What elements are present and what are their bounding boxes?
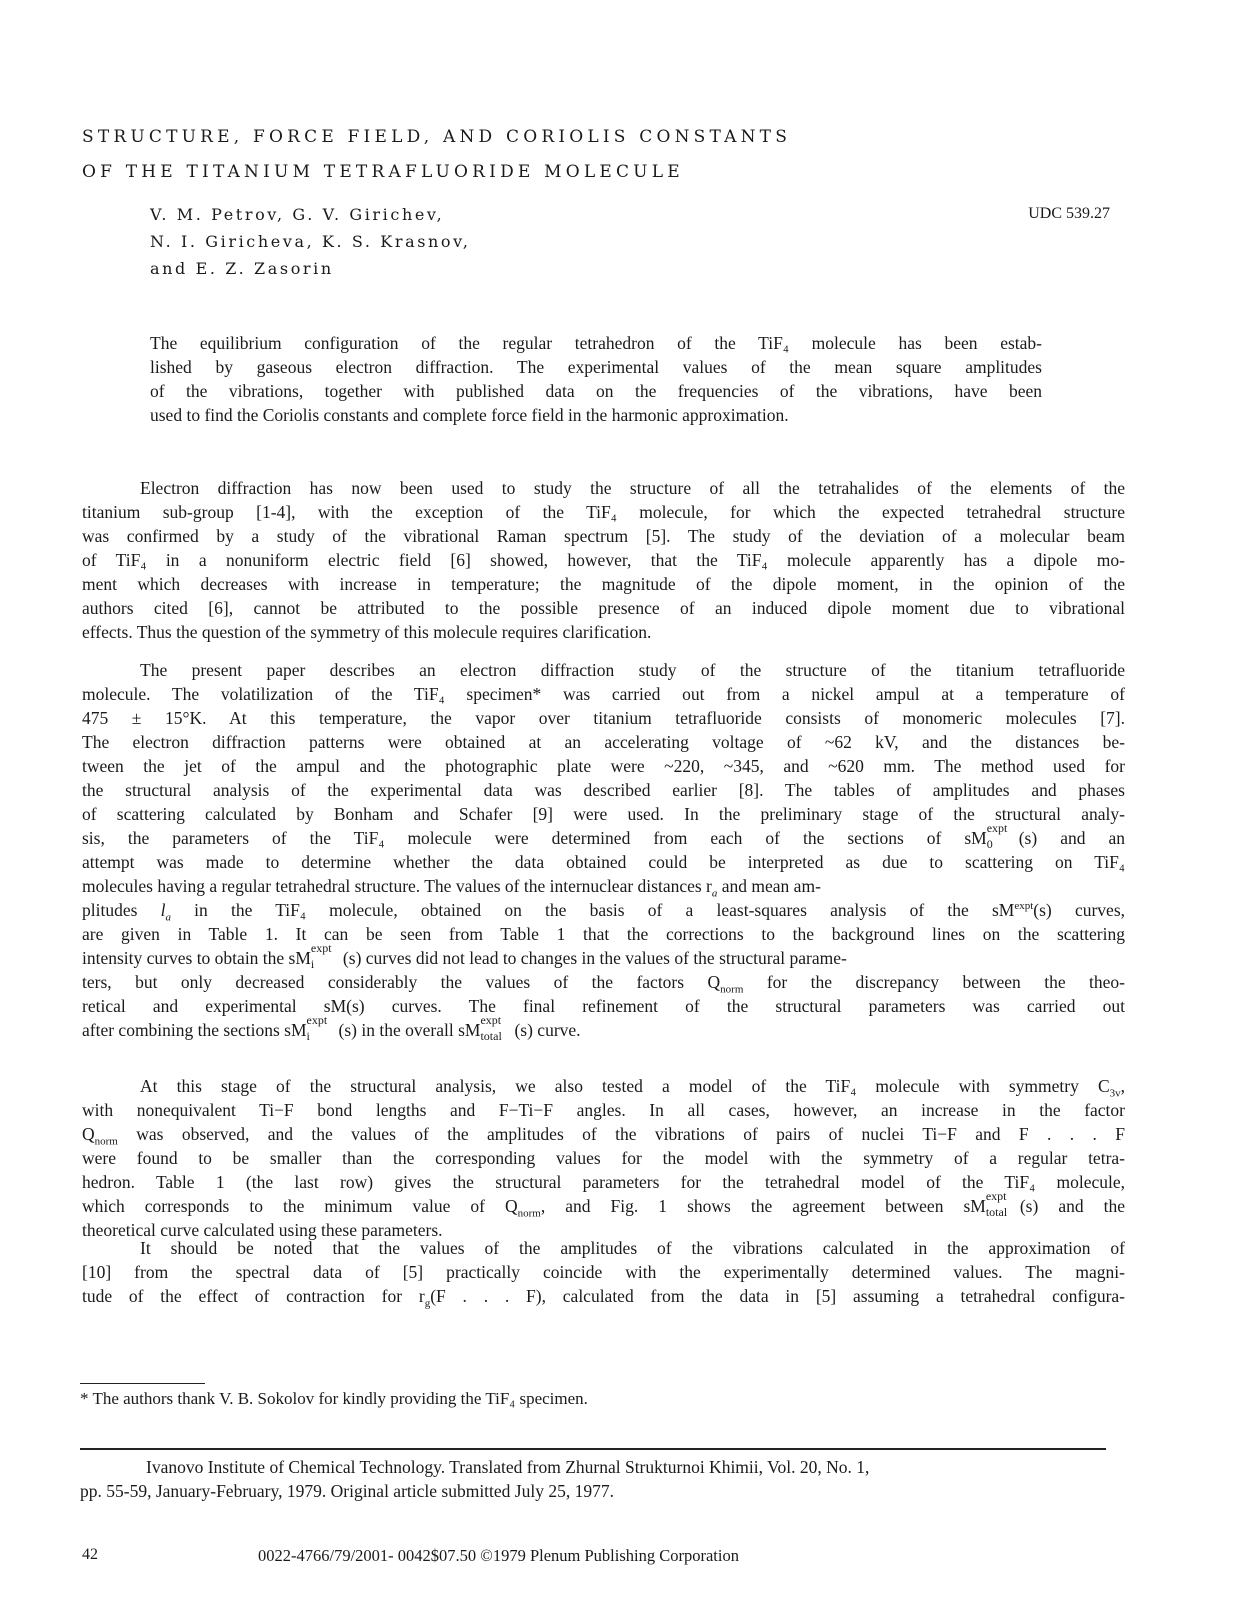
body-line: [10] from the spectral data of [5] practically coincide with the experimentally determined values. The magni- [82,1262,1125,1282]
text: and mean am- [717,876,821,896]
text: plitudes [82,900,161,920]
text: (s) curves did not lead to changes in the values of the structural parame- [342,948,847,968]
body-line [82,1189,1125,1220]
body-line: with nonequivalent Ti−F bond lengths and F−Ti−F angles. In all cases, however, an increase in the factor [82,1100,1125,1120]
body-line [82,1013,1125,1043]
authors-line-3: and E. Z. Zasorin [150,259,334,278]
subscript: total [480,1029,502,1043]
paragraph-1 [82,476,1125,644]
paragraph-4 [82,1236,1125,1308]
body-line [82,970,1125,994]
superscript: expt [1014,900,1034,913]
body-line: the structural analysis of the experimental data was described earlier [8]. The tables of amplitudes and phases [82,780,1125,800]
body-line: The present paper describes an electron diffraction study of the structure of the titanium tetrafluoride [140,660,1125,680]
affiliation-line: pp. 55-59, January-February, 1979. Original article submitted July 25, 1977. [80,1481,614,1501]
superscript-subscript [986,821,1019,851]
text: intensity curves to obtain the sM [82,948,311,968]
abstract-line: lished by gaseous electron diffraction. The experimental values of the mean square amplitudes [150,357,1042,377]
body-line: were found to be smaller than the corresponding values for the model with the symmetry of a regular tetra- [82,1148,1125,1168]
text: molecules having a regular tetrahedral structure. The values of the internuclear distances r [82,876,712,896]
body-line: Electron diffraction has now been used to study the structure of all the tetrahalides of the elements of the [140,478,1125,498]
superscript-subscript [985,1189,1020,1219]
body-line: effects. Thus the question of the symmetry of this molecule requires clarification. [82,622,652,642]
footnote: * The authors thank V. B. Sokolov for kindly providing the TiF₄ specimen. [80,1389,588,1408]
text: was observed, and the values of the amplitudes of the vibrations of pairs of nuclei Ti−F and F . . . F [117,1124,1125,1144]
paragraph-3 [82,1074,1125,1242]
body-line [82,1074,1125,1098]
body-line: It should be noted that the values of the amplitudes of the vibrations calculated in the approximation of [140,1238,1125,1258]
udc-code: UDC 539.27 [1028,205,1110,222]
subscript: norm [94,1135,118,1148]
body-line [82,821,1125,851]
text: sis, the parameters of the TiF₄ molecule were determined from each of the sections of sM [82,828,987,848]
subscript: norm [720,983,744,996]
symbol-l: l [160,900,166,920]
subscript: a [711,887,718,900]
body-line: was confirmed by a study of the vibrational Raman spectrum [5]. The study of the deviation of a molecular beam [82,526,1125,546]
body-line: theoretical curve calculated using these parameters. [82,1220,443,1240]
superscript: expt [985,1189,1007,1203]
footnote-rule [80,1383,205,1384]
affiliation-line: Ivanovo Institute of Chemical Technology. Translated from Zhurnal Strukturnoi Khimii, Vol. 20, No. 1, [146,1457,870,1477]
text: tude of the effect of contraction for r [82,1286,425,1306]
authors-line-2: N. I. Giricheva, K. S. Krasnov, [150,232,471,251]
text: (F . . . F), calculated from the data in [5] assuming a tetrahedral configura- [430,1286,1125,1306]
superscript: expt [310,941,332,955]
subscript: 0 [986,837,993,851]
body-line: ment which decreases with increase in temperature; the magnitude of the dipole moment, in the opinion of the [82,574,1125,594]
body-line [82,1284,1125,1308]
text: At this stage of the structural analysis, we also tested a model of the TiF₄ molecule with symmetry C [140,1076,1110,1096]
subscript: a [165,911,171,924]
subscript: total [985,1205,1008,1219]
text: Q [82,1124,95,1144]
superscript-subscript [310,941,343,971]
text: (s) and the [1019,1196,1125,1216]
subscript: i [310,957,315,971]
text: after combining the sections sM [82,1020,307,1040]
subscript: 3v [1109,1087,1121,1100]
superscript-subscript [306,1013,339,1043]
body-line: titanium sub-group [1-4], with the exception of the TiF₄ molecule, for which the expected tetrahedral structure [82,502,1125,522]
body-line: 475 ± 15°K. At this temperature, the vapor over titanium tetrafluoride consists of monomeric molecules [7]. [82,708,1125,728]
abstract-line: of the vibrations, together with published data on the frequencies of the vibrations, have been [150,381,1042,401]
body-line [82,1122,1125,1146]
body-line [82,874,1125,898]
affiliation [80,1455,1100,1503]
body-line: The electron diffraction patterns were obtained at an accelerating voltage of ~62 kV, and the distances be- [82,732,1125,752]
text: , [1120,1076,1125,1096]
text: (s) curves, [1033,900,1125,920]
subscript: i [306,1029,310,1043]
text: ters, but only decreased considerably the values of the factors Q [82,972,721,992]
superscript-subscript [480,1013,514,1043]
text: (s) in the overall sM [338,1020,481,1040]
body-line: attempt was made to determine whether the data obtained could be interpreted as due to scattering on TiF₄ [82,852,1125,872]
body-line: retical and experimental sM(s) curves. The final refinement of the structural parameters was carried out [82,996,1125,1016]
copyright-line: 0022-4766/79/2001- 0042$07.50 ©1979 Plenum Publishing Corporation [258,1546,739,1565]
body-line [82,898,1125,922]
body-line: authors cited [6], cannot be attributed to the possible presence of an induced dipole moment due to vibrational [82,598,1125,618]
text: in the TiF₄ molecule, obtained on the basis of a least-squares analysis of the sM [170,900,1015,920]
body-line: tween the jet of the ampul and the photographic plate were ~220, ~345, and ~620 mm. The method used for [82,756,1125,776]
body-line: molecule. The volatilization of the TiF₄ specimen* was carried out from a nickel ampul at a temperature of [82,684,1125,704]
body-line: are given in Table 1. It can be seen from Table 1 that the corrections to the background lines on the scattering [82,924,1125,944]
superscript: expt [306,1013,328,1027]
body-line: hedron. Table 1 (the last row) gives the structural parameters for the tetrahedral model of the TiF₄ molecule, [82,1172,1125,1192]
superscript: expt [986,821,1008,835]
text: , and Fig. 1 shows the agreement between sM [540,1196,986,1216]
paper-title-line-2: OF THE TITANIUM TETRAFLUORIDE MOLECULE [82,162,684,182]
authors-line-1: V. M. Petrov, G. V. Girichev, [150,205,445,224]
text: (s) and an [1018,828,1125,848]
body-line [82,941,1125,971]
body-line: of TiF₄ in a nonuniform electric field [6] showed, however, that the TiF₄ molecule apparently has a dipole mo- [82,550,1125,570]
text: (s) curve. [514,1020,581,1040]
page-number: 42 [82,1546,98,1563]
text: for the discrepancy between the theo- [743,972,1125,992]
paragraph-2 [82,658,1125,1042]
text: which corresponds to the minimum value of Q [82,1196,518,1216]
affiliation-rule [80,1448,1106,1450]
subscript: g [424,1297,431,1310]
body-line: of scattering calculated by Bonham and Schafer [9] were used. In the preliminary stage of the structural analy- [82,804,1125,824]
paper-title-line-1: STRUCTURE, FORCE FIELD, AND CORIOLIS CONSTANTS [82,127,792,147]
subscript: norm [517,1207,541,1220]
abstract-line: The equilibrium configuration of the regular tetrahedron of the TiF₄ molecule has been estab- [150,333,1042,353]
abstract [150,331,1042,427]
abstract-line: used to find the Coriolis constants and complete force field in the harmonic approximation. [150,405,789,425]
superscript: expt [480,1013,502,1027]
